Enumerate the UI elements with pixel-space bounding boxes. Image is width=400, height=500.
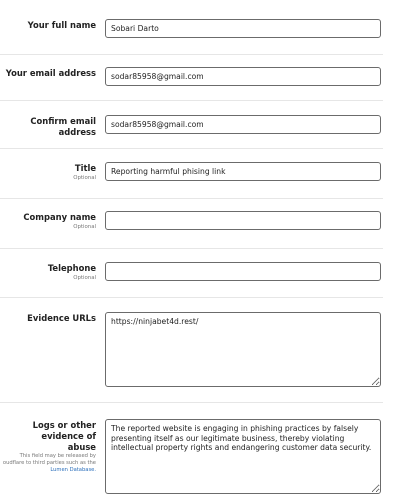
confirm-email-label-group xyxy=(0,116,96,138)
confirm-email-label: Confirm email address xyxy=(30,116,96,137)
logs-disclosure-note-line-1: This field may be released by xyxy=(19,453,96,459)
full-name-label: Your full name xyxy=(27,20,96,30)
title-input[interactable] xyxy=(105,162,381,181)
lumen-database-link[interactable]: Lumen Database. xyxy=(50,467,96,474)
divider xyxy=(0,54,383,55)
divider xyxy=(0,148,383,149)
title-optional-hint: Optional xyxy=(73,175,96,181)
title-label-group xyxy=(0,163,96,183)
company-input[interactable] xyxy=(105,211,381,230)
logs-label-line-2: abuse xyxy=(67,442,96,452)
logs-disclosure-note-line-2: oudflare to third parties such as the xyxy=(2,460,96,467)
divider xyxy=(0,297,383,298)
telephone-input[interactable] xyxy=(105,262,381,281)
logs-label-line-1: Logs or other evidence of xyxy=(32,420,96,441)
evidence-urls-label-group xyxy=(0,313,96,324)
email-label: Your email address xyxy=(5,68,96,78)
divider xyxy=(0,248,383,249)
company-optional-hint: Optional xyxy=(73,224,96,230)
logs-label-group xyxy=(0,420,96,475)
company-label: Company name xyxy=(23,212,96,222)
divider xyxy=(0,100,383,101)
evidence-urls-label: Evidence URLs xyxy=(27,313,96,323)
divider xyxy=(0,198,383,199)
divider xyxy=(0,402,383,403)
telephone-optional-hint: Optional xyxy=(73,275,96,281)
telephone-label-group xyxy=(0,263,96,283)
company-label-group xyxy=(0,212,96,232)
email-input[interactable] xyxy=(105,67,381,86)
full-name-label-group xyxy=(0,20,96,31)
confirm-email-input[interactable] xyxy=(105,115,381,134)
full-name-input[interactable] xyxy=(105,19,381,38)
logs-evidence-textarea[interactable] xyxy=(105,419,381,494)
telephone-label: Telephone xyxy=(47,263,96,273)
title-label: Title xyxy=(74,163,96,173)
email-label-group xyxy=(0,68,96,79)
evidence-urls-textarea[interactable] xyxy=(105,312,381,387)
